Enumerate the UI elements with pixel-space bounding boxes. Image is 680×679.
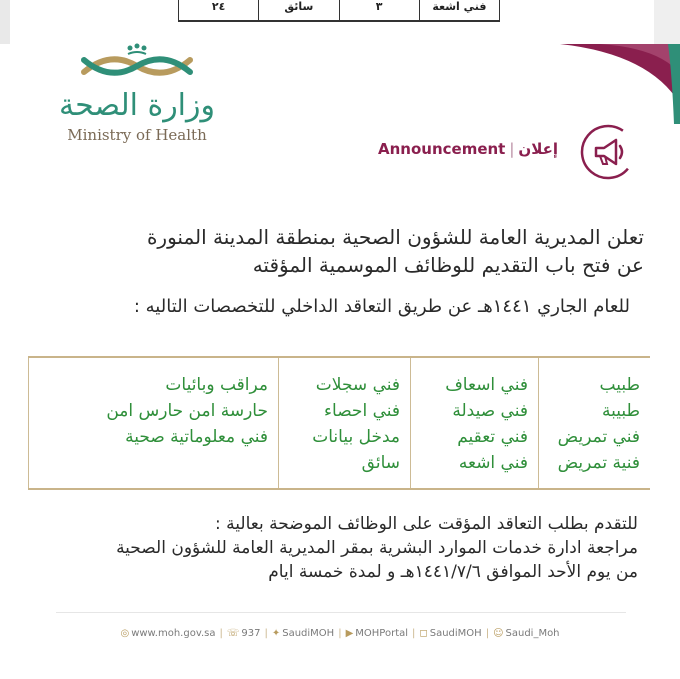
cropped-table-row	[178, 0, 500, 22]
specialty-item: فنية تمريض	[557, 453, 640, 473]
specialty-item: فني صيدلة	[452, 401, 528, 421]
footer-instagram[interactable]: ◻ SaudiMOH	[419, 628, 482, 639]
announcement-badge	[378, 122, 638, 182]
specialties-table	[28, 356, 650, 490]
instagram-icon: ◻	[419, 628, 428, 639]
footer-youtube[interactable]: ▶ MOHPortal	[345, 628, 409, 639]
moh-emblem-icon	[80, 42, 194, 88]
ministry-logo	[56, 42, 218, 152]
logo-arabic-name: وزارة الصحة	[59, 88, 215, 123]
specialty-item: فني تمريض	[557, 427, 640, 447]
application-line: من يوم الأحد الموافق ١٤٤١/٧/٦هـ و لمدة خمسة ايام	[268, 562, 638, 582]
specialty-item: فني سجلات	[315, 375, 400, 395]
table-cell: ٢٤	[211, 0, 226, 13]
decorative-corner-graphic	[540, 44, 680, 124]
intro-line: عن فتح باب التقديم للوظائف الموسمية المؤقته	[252, 253, 644, 277]
specialty-item: فني معلوماتية صحية	[125, 427, 268, 447]
specialty-item: فني اسعاف	[445, 375, 528, 395]
announcement-english: Announcement	[378, 140, 506, 158]
footer-separator: |	[219, 628, 223, 639]
megaphone-icon	[578, 122, 638, 182]
specialties-column	[538, 358, 650, 488]
announcement-arabic: إعلان	[518, 140, 559, 158]
specialty-item: حارسة امن حارس امن	[106, 401, 268, 421]
application-line: مراجعة ادارة خدمات الموارد البشرية بمقر المديرية العامة للشؤون الصحية	[116, 538, 638, 558]
specialties-column	[410, 358, 538, 488]
announcement-title	[378, 138, 558, 160]
footer-snapchat[interactable]: ☺ Saudi_Moh	[493, 628, 560, 639]
specialties-column	[28, 358, 278, 488]
previous-page-strip	[0, 0, 680, 44]
footer-contacts	[0, 628, 680, 639]
globe-icon: ◎	[120, 628, 130, 639]
intro-line: تعلن المديرية العامة للشؤون الصحية بمنطقة المدينة المنورة	[146, 225, 644, 249]
specialty-item: طبيب	[599, 375, 640, 395]
table-cell: فني اشعة	[419, 0, 499, 20]
footer-separator: |	[338, 628, 342, 639]
specialty-item: فني احصاء	[324, 401, 400, 421]
specialty-item: سائق	[361, 453, 400, 473]
snapchat-icon: ☺	[493, 628, 504, 639]
footer-website[interactable]: ◎ www.moh.gov.sa	[120, 628, 216, 639]
footer-twitter[interactable]: ✦ SaudiMOH	[271, 628, 335, 639]
specialty-item: طبيبة	[601, 401, 640, 421]
twitter-icon: ✦	[271, 628, 281, 639]
footer-divider	[56, 612, 626, 613]
table-cell: سائق	[258, 0, 338, 20]
left-edge-shade	[0, 0, 10, 44]
intro-paragraph	[24, 223, 644, 279]
specialty-item: مراقب وبائيات	[165, 375, 268, 395]
footer-separator: |	[412, 628, 416, 639]
logo-english-name: Ministry of Health	[67, 126, 207, 144]
footer-separator: |	[264, 628, 268, 639]
application-line: للتقدم بطلب التعاقد المؤقت على الوظائف الموضحة بعالية :	[215, 514, 638, 534]
table-cell: ٣	[339, 0, 419, 20]
intro-specialties-line: للعام الجاري ١٤٤١هـ عن طريق التعاقد الداخلي للتخصصات التاليه :	[133, 296, 630, 317]
phone-icon: ☏	[226, 628, 240, 639]
footer-separator: |	[485, 628, 490, 639]
announcement-separator: |	[509, 140, 515, 158]
application-paragraph	[18, 512, 638, 584]
footer-phone[interactable]: ☏ 937	[226, 628, 261, 639]
right-edge-shade	[654, 0, 680, 44]
youtube-icon: ▶	[345, 628, 354, 639]
specialty-item: فني اشعه	[458, 453, 528, 473]
specialty-item: مدخل بيانات	[312, 427, 400, 447]
specialties-column	[278, 358, 410, 488]
specialty-item: فني تعقيم	[457, 427, 528, 447]
